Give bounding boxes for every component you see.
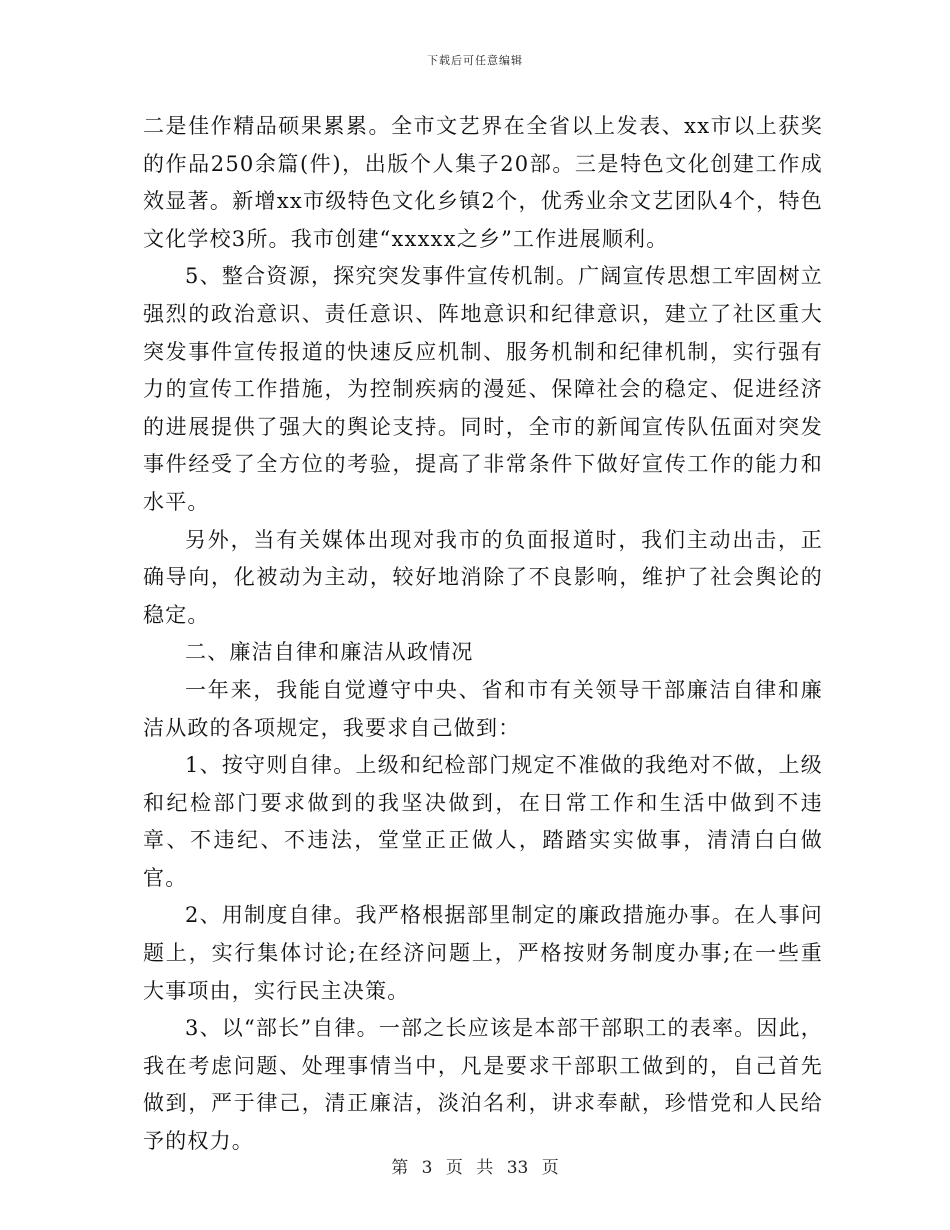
document-body <box>143 108 823 1161</box>
section-heading: 二、廉洁自律和廉洁从政情况 <box>185 640 474 665</box>
page-footer: 第 3 页 共 33 页 <box>391 1158 559 1178</box>
paragraph-item-1: 1、按守则自律。上级和纪检部门规定不准做的我绝对不做，上级和纪检部门要求做到的我坚决做到，在日常工作和生活中做到不违章、不违纪、不违法，堂堂正正做人，踏踏实实做事，清清白白做官。 <box>143 753 823 890</box>
paragraph-item-5: 5、整合资源，探究突发事件宣传机制。广阔宣传思想工牢固树立强烈的政治意识、责任意识、阵地意识和纪律意识，建立了社区重大突发事件宣传报道的快速反应机制、服务机制和纪律机制，实行强有力的宣传工作措施，为控制疾病的漫延、保障社会的稳定、促进经济的进展提供了强大的舆论支持。同时，全市的新闻宣传队伍面对突发事件经受了全方位的考验，提高了非常条件下做好宣传工作的能力和水平。 <box>143 264 823 514</box>
paragraph-item-3: 3、以“部长”自律。一部之长应该是本部干部职工的表率。因此，我在考虑问题、处理事情当中，凡是要求干部职工做到的，自己首先做到，严于律己，清正廉洁，淡泊名利，讲求奉献，珍惜党和人民给予的权力。 <box>143 1016 823 1154</box>
paragraph-additionally: 另外，当有关媒体出现对我市的负面报道时，我们主动出击，正确导向，化被动为主动，较好地消除了不良影响，维护了社会舆论的稳定。 <box>143 527 823 627</box>
paragraph-item-2: 2、用制度自律。我严格根据部里制定的廉政措施办事。在人事问题上，实行集体讨论;在经济问题上，严格按财务制度办事;在一些重大事项由，实行民主决策。 <box>143 903 823 1003</box>
paragraph-continuation: 二是佳作精品硕果累累。全市文艺界在全省以上发表、xx市以上获奖的作品250余篇(件)，出版个人集子20部。三是特色文化创建工作成效显著。新增xx市级特色文化乡镇2个，优秀业余文艺团队4个，特色文化学校3所。我市创建“xxxxx之乡”工作进展顺利。 <box>143 114 823 251</box>
paragraph-intro: 一年来，我能自觉遵守中央、省和市有关领导干部廉洁自律和廉洁从政的各项规定，我要求自己做到： <box>143 677 823 740</box>
page-header: 下载后可任意编辑 <box>427 54 523 67</box>
